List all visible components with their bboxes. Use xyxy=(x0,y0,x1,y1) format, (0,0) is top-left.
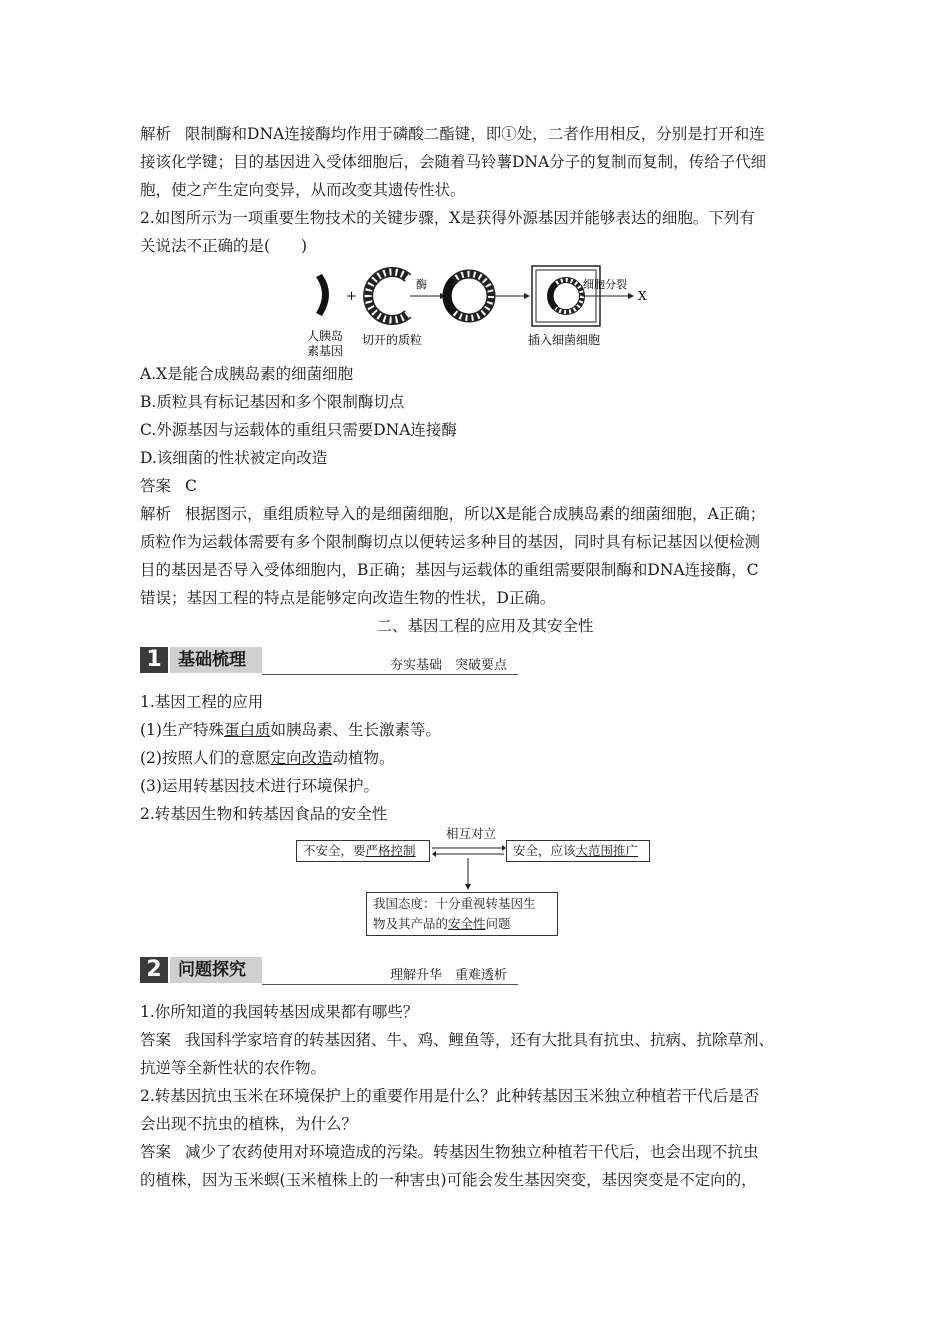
analysis-label: 解析 xyxy=(140,505,172,523)
basics-item: (1)生产特殊蛋白质如胰岛素、生长激素等。 xyxy=(140,721,441,739)
safety-diagram xyxy=(140,828,830,940)
insert-label: 插入细菌细胞 xyxy=(528,333,601,347)
banner-subtitle: 夯实基础 突破要点 xyxy=(390,654,518,675)
gene-transfer-figure xyxy=(140,260,830,360)
gene-transfer-diagram xyxy=(140,260,830,360)
option-d: D.该细菌的性状被定向改造 xyxy=(140,449,328,467)
basics-item: (2)按照人们的意愿定向改造动植物。 xyxy=(140,749,395,767)
banner-number: 1 xyxy=(140,647,168,673)
analysis-line: 质粒作为运载体需要有多个限制酶切点以便转运多种目的基因，同时具有标记基因以便检测 xyxy=(140,533,761,551)
gene-fragment-shape xyxy=(316,274,329,316)
answer-line: 的植株，因为玉米螟(玉米植株上的一种害虫)可能会发生基因突变，基因突变是不定向的， xyxy=(140,1171,757,1189)
inquiry-question: 会出现不抗虫的植株，为什么？ xyxy=(140,1115,358,1133)
banner-number: 2 xyxy=(140,957,168,983)
safe-box: 安全，应该大范围推广 xyxy=(506,840,650,862)
gene-label-1: 人胰岛 xyxy=(307,329,344,343)
banner-title: 基础梳理 xyxy=(170,647,262,673)
attitude-box: 我国态度：十分重视转基因生 物及其产品的安全性问题 xyxy=(366,892,558,936)
answer-label: 答案 xyxy=(140,477,172,495)
analysis-line: 错误；基因工程的特点是能够定向改造生物的性状，D正确。 xyxy=(140,589,556,607)
basics-item: (3)运用转基因技术进行环境保护。 xyxy=(140,777,379,795)
plus-sign: + xyxy=(346,289,357,304)
banner-subtitle: 理解升华 重难透析 xyxy=(390,964,518,985)
analysis-line: 解析 限制酶和DNA连接酶均作用于磷酸二酯键，即①处，二者作用相反，分别是打开和连 xyxy=(140,120,830,148)
option-b: B.质粒具有标记基因和多个限制酶切点 xyxy=(140,393,405,411)
answer-label: 答案 xyxy=(140,1143,172,1161)
plasmid-label: 切开的质粒 xyxy=(362,333,423,347)
mutual-opposition-label: 相互对立 xyxy=(446,826,497,841)
division-label: 细胞分裂 xyxy=(583,278,627,291)
analysis-line: 胞，使之产生定向变异，从而改变其遗传性状。 xyxy=(140,181,466,199)
answer-value: C xyxy=(185,477,197,495)
analysis-line: 目的基因是否导入受体细胞内，B正确；基因与运载体的重组需要限制酶和DNA连接酶，C xyxy=(140,561,759,579)
analysis-label: 解析 xyxy=(140,125,172,143)
answer-label: 答案 xyxy=(140,1031,172,1049)
section-title: 二、基因工程的应用及其安全性 xyxy=(376,617,594,635)
analysis-line: 接该化学键；目的基因进入受体细胞后，会随着马铃薯DNA分子的复制而复制，传给子代细 xyxy=(140,153,767,171)
answer-line xyxy=(140,472,830,500)
blank-answer: 蛋白质 xyxy=(223,721,271,739)
x-label: X xyxy=(638,289,647,303)
answer-line: 答案 减少了农药使用对环境造成的污染。转基因生物独立种植若干代后，也会出现不抗虫 xyxy=(140,1138,830,1166)
page-content xyxy=(140,120,830,1194)
section-banner-basics xyxy=(140,644,830,678)
answer-line: 答案 我国科学家培育的转基因猪、牛、鸡、鲤鱼等，还有大批具有抗虫、抗病、抗除草剂、 xyxy=(140,1026,830,1054)
inquiry-question: 1.你所知道的我国转基因成果都有哪些？ xyxy=(140,1003,419,1021)
inquiry-question: 2.转基因抗虫玉米在环境保护上的重要作用是什么？此种转基因玉米独立种植若干代后是否 xyxy=(140,1087,760,1105)
section-banner-inquiry xyxy=(140,954,830,988)
unsafe-box: 不安全，要严格控制 xyxy=(296,840,430,862)
analysis-line: 解析 根据图示，重组质粒导入的是细菌细胞，所以X是能合成胰岛素的细菌细胞，A正确； xyxy=(140,500,830,528)
enzyme-label: 酶 xyxy=(416,278,427,291)
question-stem: 2.如图所示为一项重要生物技术的关键步骤，X是获得外源基因并能够表达的细胞。下列有 xyxy=(140,209,755,227)
option-c: C.外源基因与运载体的重组只需要DNA连接酶 xyxy=(140,421,457,439)
banner-title: 问题探究 xyxy=(170,957,262,983)
question-stem: 关说法不正确的是( ) xyxy=(140,237,308,255)
option-a: A.X是能合成胰岛素的细菌细胞 xyxy=(140,365,354,383)
blank-answer: 定向改造 xyxy=(270,749,333,767)
basics-heading: 1.基因工程的应用 xyxy=(140,693,264,711)
gene-label-2: 素基因 xyxy=(307,344,344,358)
answer-line: 抗逆等全新性状的农作物。 xyxy=(140,1059,327,1077)
basics-heading: 2.转基因生物和转基因食品的安全性 xyxy=(140,805,388,823)
